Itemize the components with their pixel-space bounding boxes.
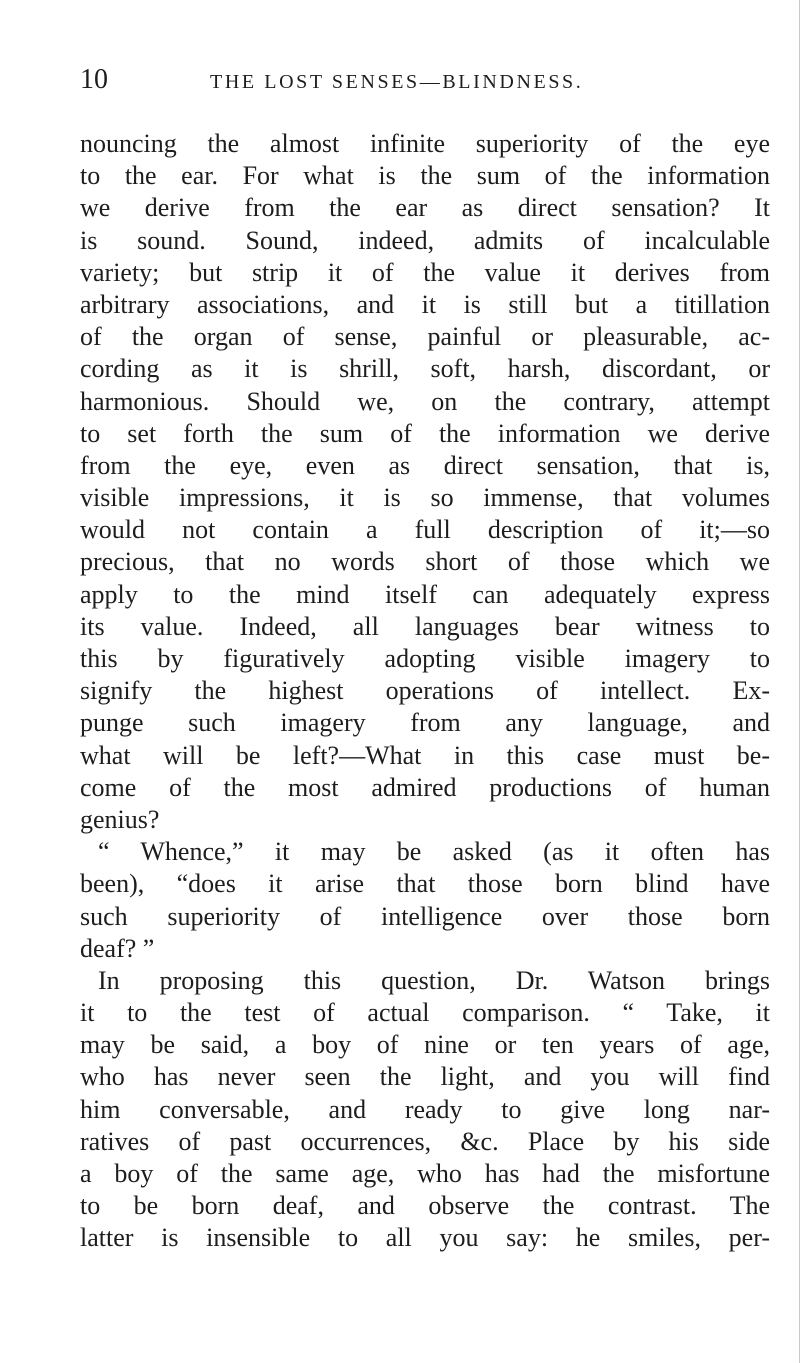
text-line: its value. Indeed, all languages bear witness to: [80, 611, 770, 641]
text-line: who has never seen the light, and you will find: [80, 1062, 770, 1092]
text-line: cording as it is shrill, soft, harsh, discordant, or: [80, 354, 770, 384]
text-line: of the organ of sense, painful or pleasurable, ac-: [80, 322, 770, 352]
text-line: to be born deaf, and observe the contrast. The: [80, 1191, 770, 1221]
text-line: latter is insensible to all you say: he smiles, per-: [80, 1223, 770, 1253]
text-line: nouncing the almost infinite superiority of the eye: [80, 129, 770, 158]
text-line: it to the test of actual comparison. “ Take, it: [80, 998, 770, 1028]
page-header: [80, 60, 770, 100]
text-line: to set forth the sum of the information we derive: [80, 418, 770, 448]
text-line: such superiority of intelligence over those born: [80, 901, 770, 931]
text-line: from the eye, even as direct sensation, that is,: [80, 450, 770, 480]
text-line: genius?: [80, 804, 160, 834]
page-number: 10: [80, 64, 108, 95]
text-line: “ Whence,” it may be asked (as it often has: [98, 837, 770, 867]
text-line: is sound. Sound, indeed, admits of incalculable: [80, 225, 770, 255]
text-line: would not contain a full description of it;—so: [80, 515, 770, 545]
text-line: In proposing this question, Dr. Watson brings: [98, 965, 770, 995]
body-text: [80, 128, 770, 1255]
text-line: ratives of past occurrences, &c. Place by his side: [80, 1126, 770, 1156]
text-line: may be said, a boy of nine or ten years of age,: [80, 1030, 770, 1060]
text-line: deaf? ”: [80, 933, 155, 963]
running-title: THE LOST SENSES—BLINDNESS.: [210, 71, 584, 93]
text-line: apply to the mind itself can adequately express: [80, 579, 770, 609]
text-line: precious, that no words short of those which we: [80, 547, 770, 577]
text-line: to the ear. For what is the sum of the information: [80, 161, 770, 191]
text-line: we derive from the ear as direct sensation? It: [80, 193, 770, 223]
text-line: a boy of the same age, who has had the misfortune: [80, 1159, 770, 1188]
text-line: variety; but strip it of the value it derives from: [80, 257, 770, 287]
text-line: been), “does it arise that those born blind have: [80, 869, 770, 899]
text-line: punge such imagery from any language, and: [80, 708, 770, 738]
text-line: him conversable, and ready to give long nar-: [80, 1094, 770, 1124]
text-line: come of the most admired productions of human: [80, 772, 770, 802]
text-line: arbitrary associations, and it is still but a titillation: [80, 289, 770, 319]
text-line: what will be left?—What in this case must be-: [80, 740, 770, 770]
text-line: signify the highest operations of intellect. Ex-: [80, 676, 770, 706]
text-line: harmonious. Should we, on the contrary, attempt: [80, 386, 770, 416]
text-line: visible impressions, it is so immense, that volumes: [80, 483, 770, 513]
text-line: this by figuratively adopting visible imagery to: [80, 644, 770, 673]
